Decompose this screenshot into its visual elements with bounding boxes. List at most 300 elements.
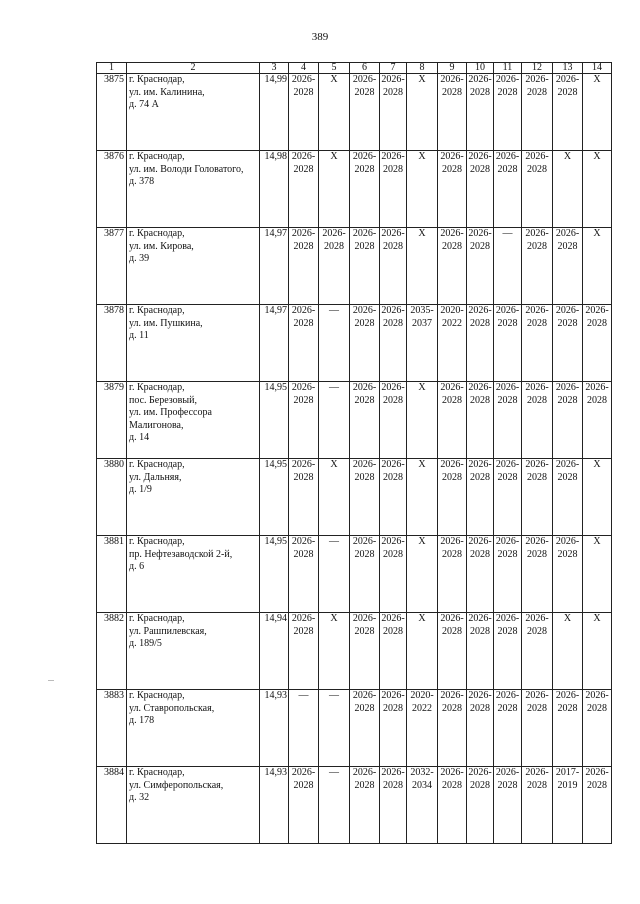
period-text: 2028: [497, 548, 518, 560]
period-text: 2028: [354, 471, 375, 483]
period-text: 2028: [383, 317, 403, 329]
period-cell: [319, 151, 350, 228]
period-text: 2026-: [352, 382, 377, 393]
period-text: 2026-: [525, 459, 549, 470]
period-cell: [522, 74, 553, 151]
period-text: 2026-: [381, 613, 405, 624]
period-text: 2026-: [352, 151, 377, 162]
period-cell: [438, 459, 467, 536]
period-text: —: [298, 690, 309, 701]
period-text: 2028: [293, 471, 314, 483]
period-cell: [583, 690, 612, 767]
period-text: 2026-: [495, 690, 520, 701]
period-cell: [583, 305, 612, 382]
period-cell: [407, 613, 438, 690]
period-text: 2026-: [291, 228, 316, 239]
period-cell: [380, 613, 407, 690]
address-line: г. Краснодар,: [129, 536, 185, 547]
period-text: 2026-: [525, 382, 549, 393]
period-text: 2028: [497, 779, 518, 791]
period-cell: [467, 228, 494, 305]
period-text: 2028: [587, 779, 607, 791]
address-line: д. 378: [129, 176, 155, 187]
period-text: 2026-: [555, 536, 580, 547]
address-line: д. 74 А: [129, 99, 159, 110]
period-cell: [407, 690, 438, 767]
period-cell: [350, 74, 380, 151]
address-line: г. Краснодар,: [129, 690, 185, 701]
column-header: 12: [522, 63, 553, 74]
period-text: 2026-: [352, 228, 377, 239]
period-text: 2026-: [525, 305, 549, 316]
address-cell: [127, 305, 260, 382]
period-text: Х: [330, 613, 338, 624]
period-cell: [289, 459, 319, 536]
column-header: 11: [494, 63, 522, 74]
period-text: 2028: [557, 702, 578, 714]
period-cell: [380, 382, 407, 459]
period-text: 2026-: [291, 74, 316, 85]
period-text: 2026-: [352, 690, 377, 701]
period-cell: [494, 305, 522, 382]
period-text: —: [329, 767, 339, 778]
period-cell: [522, 536, 553, 613]
period-text: 2028: [293, 240, 314, 252]
period-cell: [494, 74, 522, 151]
period-text: 2028: [354, 779, 375, 791]
period-cell: [494, 613, 522, 690]
period-cell: [289, 74, 319, 151]
period-text: 2028: [470, 779, 490, 791]
period-cell: [438, 382, 467, 459]
period-cell: [583, 382, 612, 459]
period-text: 2026-: [440, 767, 464, 778]
period-text: 2026-: [525, 74, 549, 85]
period-text: 2026-: [525, 690, 549, 701]
header-row: [97, 63, 612, 74]
period-text: Х: [593, 228, 601, 239]
period-text: 2026-: [468, 228, 492, 239]
period-text: 2028: [470, 394, 490, 406]
register-table: [96, 62, 612, 844]
period-text: 2028: [527, 625, 547, 637]
period-text: 2026-: [440, 536, 464, 547]
period-cell: [319, 228, 350, 305]
period-text: 2028: [442, 548, 462, 560]
period-text: 2026-: [555, 228, 580, 239]
period-cell: [289, 767, 319, 844]
column-header: 5: [319, 63, 350, 74]
period-text: 2028: [497, 625, 518, 637]
period-text: 2028: [324, 240, 344, 252]
period-text: 2028: [557, 240, 578, 252]
period-cell: [438, 767, 467, 844]
period-cell: [289, 151, 319, 228]
period-text: Х: [593, 536, 601, 547]
area-cell: 14,95: [260, 382, 289, 459]
period-cell: [522, 459, 553, 536]
area-cell: 14,95: [260, 459, 289, 536]
period-text: 2028: [557, 471, 578, 483]
period-text: 2028: [527, 394, 547, 406]
period-cell: [319, 459, 350, 536]
period-cell: [553, 305, 583, 382]
period-text: 2028: [442, 779, 462, 791]
period-text: Х: [593, 459, 601, 470]
address-line: пр. Нефтезаводской 2-й,: [129, 548, 233, 560]
period-cell: [407, 767, 438, 844]
period-text: 2028: [442, 163, 462, 175]
area-cell: 14,97: [260, 228, 289, 305]
period-cell: [583, 767, 612, 844]
period-text: 2028: [354, 317, 375, 329]
table-row: [97, 767, 612, 844]
period-cell: [522, 767, 553, 844]
period-cell: [289, 690, 319, 767]
period-text: 2026-: [291, 536, 316, 547]
period-cell: [438, 228, 467, 305]
period-text: 2028: [527, 240, 547, 252]
period-cell: [522, 151, 553, 228]
period-cell: [319, 613, 350, 690]
period-text: 2026-: [555, 382, 580, 393]
period-text: 2026-: [468, 459, 492, 470]
period-cell: [407, 459, 438, 536]
period-cell: [407, 536, 438, 613]
period-text: 2017-: [555, 767, 580, 778]
period-cell: [350, 151, 380, 228]
period-text: 2028: [354, 163, 375, 175]
period-cell: [494, 459, 522, 536]
period-cell: [553, 151, 583, 228]
period-text: 2028: [383, 86, 403, 98]
period-cell: [438, 305, 467, 382]
period-text: 2026-: [468, 690, 492, 701]
period-text: 2028: [383, 471, 403, 483]
period-text: 2028: [293, 86, 314, 98]
period-text: 2019: [557, 779, 578, 791]
period-text: 2026-: [440, 690, 464, 701]
period-text: 2022: [412, 702, 432, 714]
period-cell: [319, 305, 350, 382]
period-text: 2026-: [381, 690, 405, 701]
period-cell: [553, 382, 583, 459]
address-cell: [127, 613, 260, 690]
address-line: Малигонова,: [129, 419, 184, 431]
period-cell: [522, 613, 553, 690]
period-text: 2026-: [468, 767, 492, 778]
period-cell: [289, 228, 319, 305]
column-header: 7: [380, 63, 407, 74]
period-text: 2026-: [352, 613, 377, 624]
address-cell: [127, 228, 260, 305]
period-cell: [380, 151, 407, 228]
period-cell: [583, 228, 612, 305]
period-text: 2028: [383, 163, 403, 175]
period-text: 2028: [527, 163, 547, 175]
period-text: 2026-: [381, 305, 405, 316]
area-cell: 14,99: [260, 74, 289, 151]
period-text: 2026-: [352, 74, 377, 85]
column-header: 9: [438, 63, 467, 74]
period-text: 2026-: [291, 305, 316, 316]
period-text: 2028: [383, 548, 403, 560]
period-cell: [467, 151, 494, 228]
column-header: 1: [97, 63, 127, 74]
period-text: 2026-: [352, 459, 377, 470]
period-text: Х: [563, 613, 572, 624]
period-text: 2026-: [495, 305, 520, 316]
period-text: 2028: [354, 394, 375, 406]
period-text: 2026-: [381, 536, 405, 547]
area-cell: 14,93: [260, 767, 289, 844]
period-cell: [350, 690, 380, 767]
period-text: 2026-: [440, 228, 464, 239]
period-cell: [319, 767, 350, 844]
period-text: Х: [418, 459, 426, 470]
column-header: 2: [127, 63, 260, 74]
period-text: 2026-: [352, 536, 377, 547]
period-text: 2028: [470, 86, 490, 98]
row-number: 3878: [97, 305, 127, 382]
period-cell: [583, 74, 612, 151]
period-text: —: [329, 536, 339, 547]
period-text: 2028: [383, 702, 403, 714]
period-cell: [553, 228, 583, 305]
period-cell: [407, 151, 438, 228]
period-text: 2026-: [525, 151, 549, 162]
address-line: ул. Дальняя,: [129, 471, 182, 483]
period-cell: [467, 536, 494, 613]
period-text: 2028: [527, 86, 547, 98]
period-text: Х: [418, 536, 426, 547]
period-cell: [289, 382, 319, 459]
table-body: [97, 63, 612, 844]
address-line: д. 178: [129, 715, 155, 726]
period-cell: [289, 613, 319, 690]
table-row: [97, 613, 612, 690]
address-line: д. 189/5: [129, 638, 162, 649]
period-cell: [438, 613, 467, 690]
period-cell: [438, 536, 467, 613]
address-line: г. Краснодар,: [129, 74, 185, 85]
period-cell: [467, 74, 494, 151]
period-cell: [438, 151, 467, 228]
address-line: ул. им. Володи Головатого,: [129, 163, 244, 175]
period-text: 2028: [383, 625, 403, 637]
address-line: ул. Ставропольская,: [129, 702, 215, 714]
period-cell: [467, 382, 494, 459]
period-text: 2028: [470, 317, 490, 329]
period-cell: [407, 382, 438, 459]
period-text: 2028: [354, 86, 375, 98]
period-cell: [467, 613, 494, 690]
table-row: [97, 690, 612, 767]
period-text: 2028: [557, 86, 578, 98]
address-line: ул. им. Калинина,: [129, 86, 205, 98]
period-cell: [380, 690, 407, 767]
address-line: г. Краснодар,: [129, 228, 185, 239]
period-text: 2026-: [440, 613, 464, 624]
period-text: 2026-: [322, 228, 346, 239]
period-text: 2026-: [585, 767, 609, 778]
period-text: 2026-: [495, 151, 520, 162]
period-cell: [494, 536, 522, 613]
period-text: Х: [418, 228, 426, 239]
period-text: 2026-: [585, 382, 609, 393]
period-cell: [438, 74, 467, 151]
column-header: 13: [553, 63, 583, 74]
address-line: г. Краснодар,: [129, 151, 185, 162]
period-cell: [494, 690, 522, 767]
period-cell: [583, 151, 612, 228]
address-line: ул. Симферопольская,: [129, 779, 224, 791]
period-cell: [289, 305, 319, 382]
period-cell: [467, 459, 494, 536]
period-cell: [467, 690, 494, 767]
period-text: 2026-: [381, 151, 405, 162]
period-cell: [467, 767, 494, 844]
period-text: 2026-: [291, 459, 316, 470]
column-header: 3: [260, 63, 289, 74]
table-row: [97, 536, 612, 613]
address-line: г. Краснодар,: [129, 305, 185, 316]
period-text: 2026-: [381, 382, 405, 393]
area-cell: 14,95: [260, 536, 289, 613]
period-text: 2026-: [440, 459, 464, 470]
period-text: 2026-: [381, 459, 405, 470]
address-cell: [127, 459, 260, 536]
period-text: —: [502, 228, 513, 239]
period-text: 2020-: [410, 690, 434, 701]
period-text: 2034: [412, 779, 432, 791]
period-text: 2028: [557, 317, 578, 329]
period-text: 2028: [293, 394, 314, 406]
area-cell: 14,94: [260, 613, 289, 690]
period-cell: [350, 536, 380, 613]
period-text: 2028: [527, 317, 547, 329]
period-cell: [522, 382, 553, 459]
period-cell: [350, 767, 380, 844]
period-text: 2028: [497, 317, 518, 329]
period-cell: [380, 536, 407, 613]
period-cell: [553, 767, 583, 844]
period-text: 2026-: [291, 151, 316, 162]
row-number: 3876: [97, 151, 127, 228]
period-cell: [407, 74, 438, 151]
period-text: 2026-: [495, 74, 520, 85]
address-line: ул. им. Профессора: [129, 407, 212, 418]
table-row: [97, 459, 612, 536]
period-text: 2028: [383, 240, 403, 252]
period-cell: [553, 536, 583, 613]
address-line: д. 32: [129, 792, 150, 803]
period-text: 2028: [442, 86, 462, 98]
period-text: 2028: [527, 548, 547, 560]
period-text: 2028: [293, 779, 314, 791]
period-cell: [380, 228, 407, 305]
period-text: 2026-: [291, 613, 316, 624]
period-text: 2026-: [495, 382, 520, 393]
table-row: [97, 382, 612, 459]
period-cell: [407, 228, 438, 305]
period-text: 2026-: [381, 767, 405, 778]
period-cell: [319, 690, 350, 767]
period-cell: [350, 228, 380, 305]
period-text: 2026-: [468, 74, 492, 85]
period-cell: [467, 305, 494, 382]
period-text: 2020-: [440, 305, 464, 316]
period-text: 2026-: [495, 536, 520, 547]
period-cell: [583, 536, 612, 613]
margin-mark: [48, 680, 54, 681]
period-text: 2028: [293, 317, 314, 329]
period-cell: [350, 459, 380, 536]
page-number: 389: [311, 31, 329, 43]
period-text: Х: [593, 613, 601, 624]
period-cell: [553, 459, 583, 536]
address-cell: [127, 536, 260, 613]
period-text: 2028: [354, 548, 375, 560]
period-text: Х: [593, 74, 601, 85]
address-line: ул. Рашпилевская,: [129, 625, 207, 637]
period-cell: [522, 228, 553, 305]
address-cell: [127, 690, 260, 767]
period-cell: [494, 382, 522, 459]
period-text: 2028: [442, 240, 462, 252]
period-cell: [494, 767, 522, 844]
period-text: 2028: [442, 625, 462, 637]
address-line: пос. Березовый,: [129, 394, 197, 406]
period-text: 2026-: [525, 228, 549, 239]
period-text: 2026-: [468, 382, 492, 393]
period-cell: [350, 382, 380, 459]
period-cell: [380, 74, 407, 151]
column-header: 8: [407, 63, 438, 74]
period-text: 2028: [293, 625, 314, 637]
period-text: 2028: [354, 240, 375, 252]
address-line: д. 39: [129, 253, 150, 264]
period-text: 2028: [470, 163, 490, 175]
period-cell: [407, 305, 438, 382]
period-text: 2032-: [410, 767, 434, 778]
period-text: —: [329, 382, 339, 393]
period-text: 2026-: [525, 767, 549, 778]
period-cell: [350, 305, 380, 382]
period-text: 2026-: [468, 613, 492, 624]
period-text: 2028: [527, 702, 547, 714]
period-text: 2026-: [468, 151, 492, 162]
period-text: 2028: [557, 548, 578, 560]
period-text: 2026-: [381, 74, 405, 85]
area-cell: 14,93: [260, 690, 289, 767]
period-text: 2026-: [555, 459, 580, 470]
period-cell: [438, 690, 467, 767]
period-text: 2028: [354, 702, 375, 714]
period-cell: [583, 459, 612, 536]
address-line: г. Краснодар,: [129, 767, 185, 778]
period-text: 2026-: [525, 536, 549, 547]
period-cell: [583, 613, 612, 690]
period-text: 2026-: [495, 767, 520, 778]
period-text: 2026-: [555, 690, 580, 701]
period-cell: [319, 74, 350, 151]
period-text: 2026-: [440, 151, 464, 162]
period-text: 2028: [470, 240, 490, 252]
address-cell: [127, 767, 260, 844]
period-text: —: [329, 690, 339, 701]
address-line: ул. им. Кирова,: [129, 240, 194, 252]
